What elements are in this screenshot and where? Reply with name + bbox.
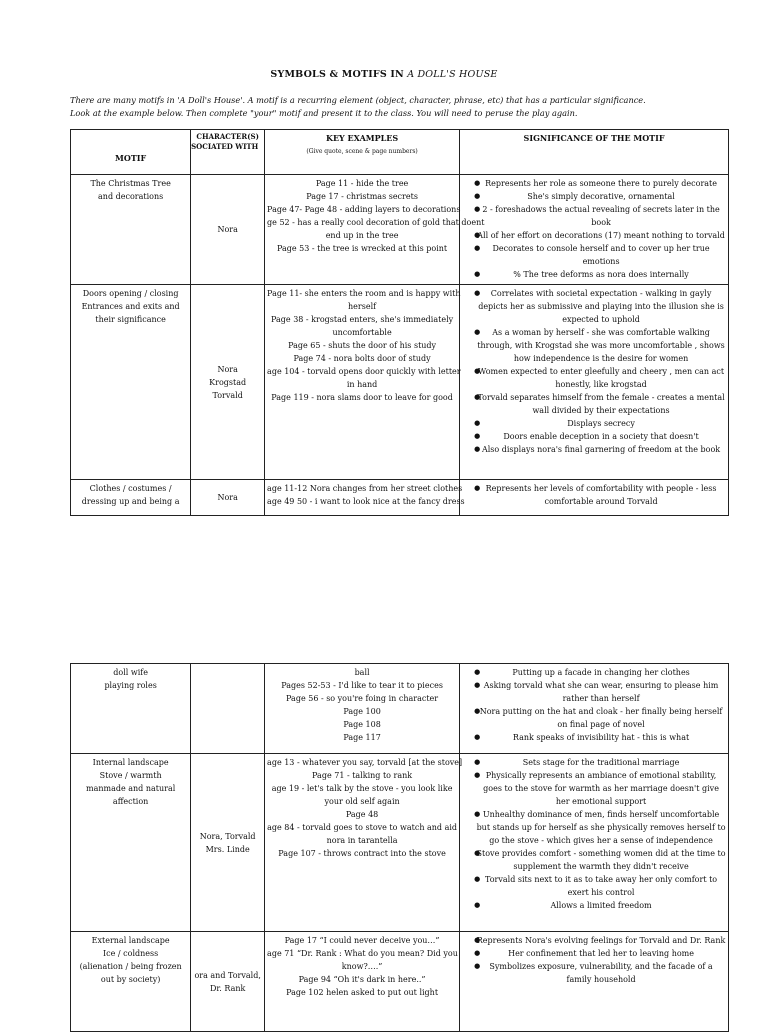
- significance-item: ● Symbolizes exposure, vulnerability, and the facade of a family household: [476, 960, 726, 986]
- character-name: Nora, Torvald: [199, 831, 256, 841]
- example-line: Page 38 - krogstad enters, she's immediately: [271, 315, 454, 324]
- example-line: Page 11 - hide the tree: [315, 179, 409, 188]
- motif-cell: [71, 175, 191, 285]
- significance-item: ● Putting up a facade in changing her clothes: [476, 666, 726, 679]
- significance-cell: [460, 932, 729, 1032]
- significance-cell: [460, 664, 729, 754]
- examples-cell: [265, 480, 465, 516]
- motif-cell: [71, 664, 191, 754]
- example-line: Page 47- Page 48 - adding layers to decorations: [267, 205, 461, 214]
- title-bold: SYMBOLS & MOTIFS IN: [270, 69, 404, 80]
- motif-line: manmade and natural: [85, 784, 176, 793]
- significance-item: ● Women expected to enter gleefully and cheery , men can act honestly, like krogstad: [476, 365, 726, 391]
- motif-line: Stove / warmth: [99, 771, 162, 780]
- example-line: Page 17 - christmas secrets: [306, 192, 418, 201]
- example-line: age 104 - torvald opens door quickly with letter: [267, 367, 461, 376]
- significance-item: ● Rank speaks of invisibility hat - this is what: [476, 731, 726, 744]
- motif-line: External landscape: [91, 936, 170, 945]
- example-line: age 11-12 Nora changes from her street clothes: [267, 484, 463, 493]
- character-name: Dr. Rank: [209, 983, 246, 993]
- examples-cell: [265, 932, 460, 1032]
- example-line: Page 11- she enters the room and is happy with: [267, 289, 461, 298]
- significance-item: ● Represents her levels of comfortability with people - less comfortable around Torvald: [476, 482, 726, 508]
- motif-line: The Christmas Tree: [90, 179, 171, 188]
- motif-line: doll wife: [113, 668, 148, 677]
- motif-line: playing roles: [104, 681, 157, 690]
- significance-item: ● Asking torvald what she can wear, ensuring to please him rather than herself: [476, 679, 726, 705]
- example-line: age 19 - let's talk by the stove - you look like: [271, 784, 453, 793]
- example-line: end up in the tree: [325, 231, 399, 240]
- motif-line: out by society): [100, 975, 161, 984]
- significance-list: [462, 934, 726, 986]
- motif-line: Ice / coldness: [103, 949, 159, 958]
- header-examples: [265, 130, 460, 175]
- motif-line: Clothes / costumes /: [89, 484, 172, 493]
- example-line: ge 52 - has a really cool decoration of gold that doent: [267, 218, 485, 227]
- significance-cell: [460, 480, 729, 516]
- significance-item: ● Represents Nora's evolving feelings for Torvald and Dr. Rank: [476, 934, 726, 947]
- motif-line: dressing up and being a: [81, 497, 180, 506]
- table-row: [71, 932, 729, 1032]
- table-row: [71, 480, 729, 516]
- significance-item: ● Torvald sits next to it as to take away her only comfort to exert his control: [476, 873, 726, 899]
- example-line: know?….”: [341, 962, 383, 971]
- example-line: Page 65 - shuts the door of his study: [288, 341, 437, 350]
- example-line: uncomfortable: [332, 328, 392, 337]
- example-line: Page 48: [345, 810, 379, 819]
- example-line: Page 102 helen asked to put out light: [286, 988, 439, 997]
- table-row: [71, 285, 729, 480]
- table-row: [71, 664, 729, 754]
- document-title: [0, 69, 768, 80]
- significance-cell: [460, 175, 729, 285]
- character-name: Torvald: [212, 390, 243, 400]
- table-body-page-1: [71, 175, 729, 516]
- motif-line: their significance: [95, 315, 166, 324]
- character-name: Nora: [217, 225, 238, 234]
- example-line: Page 56 - so you're foing in character: [286, 694, 439, 703]
- motif-line: and decorations: [98, 192, 164, 201]
- significance-item: ● Stove provides comfort - something women did at the time to supplement the warmth they didn't receive: [476, 847, 726, 873]
- significance-item: ● Correlates with societal expectation - walking in gayly depicts her as submissive and playing into the illusion she is expected to uphold: [476, 287, 726, 326]
- significance-item: ● Sets stage for the traditional marriage: [476, 756, 726, 769]
- example-line: age 71 “Dr. Rank : What do you mean? Did you: [267, 949, 458, 958]
- significance-item: ● Her confinement that led her to leaving home: [476, 947, 726, 960]
- significance-list: [462, 756, 726, 912]
- motif-cell: [71, 754, 191, 932]
- motif-cell: [71, 480, 191, 516]
- characters-cell: [191, 480, 265, 516]
- character-name: Mrs. Linde: [205, 844, 250, 854]
- example-line: Pages 52-53 - I'd like to tear it to pieces: [281, 681, 443, 690]
- example-line: Page 117: [343, 733, 381, 742]
- example-line: Page 74 - nora bolts door of study: [293, 354, 431, 363]
- significance-item: ● Nora putting on the hat and cloak - her finally being herself on final page of novel: [476, 705, 726, 731]
- significance-list: [462, 177, 726, 281]
- significance-item: ● Doors enable deception in a society that doesn't: [476, 430, 726, 443]
- significance-item: ● All of her effort on decorations (17) meant nothing to torvald: [476, 229, 726, 242]
- title-italic: A DOLL'S HOUSE: [407, 69, 498, 80]
- example-line: ball: [354, 668, 370, 677]
- motif-cell: [71, 285, 191, 480]
- example-line: age 49 50 - i want to look nice at the fancy dress: [267, 497, 465, 506]
- example-line: Page 17 “I could never deceive you…”: [284, 936, 440, 945]
- motif-table-page-1: [70, 129, 729, 516]
- motif-line: (alienation / being frozen: [79, 962, 182, 971]
- significance-cell: [460, 754, 729, 932]
- characters-cell: [191, 754, 265, 932]
- example-line: age 84 - torvald goes to stove to watch and aid: [267, 823, 458, 832]
- motif-line: Internal landscape: [92, 758, 169, 767]
- significance-item: ● Decorates to console herself and to cover up her true emotions: [476, 242, 726, 268]
- significance-item: ● Displays secrecy: [476, 417, 726, 430]
- significance-list: [462, 482, 726, 508]
- example-line: Page 94 “Oh it's dark in here..”: [298, 975, 426, 984]
- example-line: Page 71 - talking to rank: [312, 771, 413, 780]
- example-line: nora in tarantella: [326, 836, 398, 845]
- intro-line-2: Look at the example below. Then complete "your" motif and present it to the class. You will need to peruse the play again.: [70, 108, 578, 118]
- header-characters-line: SOCIATED WITH: [191, 142, 259, 151]
- significance-item: ● Allows a limited freedom: [476, 899, 726, 912]
- table-body-page-2: [71, 664, 729, 1032]
- examples-cell: [265, 754, 463, 932]
- characters-cell: [191, 664, 265, 754]
- significance-item: ● Represents her role as someone there to purely decorate: [476, 177, 726, 190]
- example-line: Page 53 - the tree is wrecked at this point: [276, 244, 448, 253]
- header-examples-label: KEY EXAMPLES: [326, 133, 399, 143]
- significance-item: ● Unhealthy dominance of men, finds herself uncomfortable but stands up for herself as she physically removes herself to go the stove - which gives her a sense of independence: [476, 808, 726, 847]
- intro-line-1: There are many motifs in 'A Doll's House'. A motif is a recurring element (object, character, phrase, etc) that has a particular significance.: [70, 95, 646, 105]
- significance-item: ● Torvald separates himself from the female - creates a mental wall divided by their expectations: [476, 391, 726, 417]
- example-line: herself: [348, 302, 377, 311]
- significance-item: ● Also displays nora's final garnering of freedom at the book: [476, 443, 726, 456]
- header-row: [71, 130, 729, 175]
- header-motif: MOTIF: [71, 130, 191, 175]
- significance-list: [462, 287, 726, 456]
- example-line: in hand: [346, 380, 378, 389]
- significance-cell: [460, 285, 729, 480]
- characters-cell: [191, 932, 265, 1032]
- character-name: Krogstad: [209, 377, 247, 387]
- example-line: age 13 - whatever you say, torvald [at the stove]: [267, 758, 463, 767]
- header-examples-sub: (Give quote, scene & page numbers): [306, 148, 418, 155]
- characters-cell: [191, 285, 265, 480]
- table-row: [71, 175, 729, 285]
- significance-item: ● % The tree deforms as nora does internally: [476, 268, 726, 281]
- table-row: [71, 754, 729, 932]
- header-characters: [191, 130, 265, 175]
- example-line: Page 107 - throws contract into the stove: [278, 849, 446, 858]
- motif-line: Entrances and exits and: [81, 302, 180, 311]
- significance-item: ● She's simply decorative, ornamental: [476, 190, 726, 203]
- motif-line: Doors opening / closing: [82, 289, 179, 298]
- significance-item: ● 2 - foreshadows the actual revealing of secrets later in the book: [476, 203, 726, 229]
- significance-item: ● Physically represents an ambiance of emotional stability, goes to the stove for warmth as her marriage doesn't give her emotional support: [476, 769, 726, 808]
- motif-line: affection: [112, 797, 149, 806]
- example-line: Page 119 - nora slams door to leave for good: [271, 393, 453, 402]
- motif-cell: [71, 932, 191, 1032]
- header-significance: SIGNIFICANCE OF THE MOTIF: [460, 130, 729, 175]
- significance-item: ● As a woman by herself - she was comfortable walking through, with Krogstad she was more uncomfortable , shows how independence is the desire for women: [476, 326, 726, 365]
- character-name: Nora: [217, 364, 238, 374]
- example-line: Page 108: [343, 720, 381, 729]
- examples-cell: [265, 664, 460, 754]
- examples-cell: [265, 175, 485, 285]
- motif-table-page-2: [70, 663, 729, 1032]
- significance-list: [462, 666, 726, 744]
- character-name: ora and Torvald,: [194, 970, 261, 980]
- example-line: Page 100: [343, 707, 381, 716]
- examples-cell: [265, 285, 460, 480]
- characters-cell: [191, 175, 265, 285]
- example-line: your old self again: [324, 797, 400, 806]
- character-name: Nora: [217, 493, 238, 502]
- header-characters-line: CHARACTER(S): [196, 132, 259, 141]
